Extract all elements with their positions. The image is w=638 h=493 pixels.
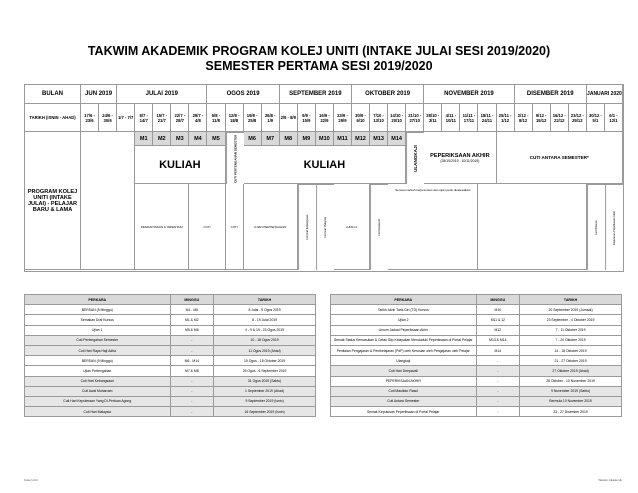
table-cell: 14 - 18 Oktober 2019 bbox=[520, 345, 622, 355]
week-date: 16/9 - 22/9 bbox=[316, 104, 334, 132]
cuti-antara-block: CUTI ANTARA SEMESTER* bbox=[497, 132, 623, 184]
note-pendaftaran: PENDAFTARAN & ORIENTASI bbox=[135, 184, 189, 270]
table-cell: 4 - 9 & 19 - 23 Ogos 2019 bbox=[214, 325, 316, 335]
month-header: JUN 2019 bbox=[81, 85, 117, 104]
table-row bbox=[25, 386, 316, 396]
table-cell: - bbox=[170, 396, 214, 406]
table-cell: M12 bbox=[476, 325, 520, 335]
table-row bbox=[331, 407, 622, 417]
table-row bbox=[331, 356, 622, 366]
table-row bbox=[331, 396, 622, 406]
table-header: PERKARA bbox=[331, 295, 477, 305]
month-header: SEPTEMBER 2019 bbox=[280, 85, 352, 104]
week-date: 18/11 - 24/11 bbox=[478, 104, 496, 132]
table-cell: 8 - 19 Julai 2019 bbox=[214, 315, 316, 325]
note-markah: Semua markah kerja kursus dan ujian perlu diselesaikan bbox=[388, 184, 478, 270]
week-marker: M10 bbox=[316, 132, 334, 146]
week-date: 2/12 - 8/12 bbox=[515, 104, 533, 132]
table-cell: Cuti Awal Muharram bbox=[25, 386, 171, 396]
table-cell: 9 September 2019 (Isnin) bbox=[214, 396, 316, 406]
table-cell: - bbox=[170, 386, 214, 396]
week-date: 9/9 - 15/9 bbox=[298, 104, 316, 132]
week-date: 4/11 - 10/11 bbox=[442, 104, 460, 132]
table-cell: 19 Ogos - 18 Oktober 2019 bbox=[214, 356, 316, 366]
table-row bbox=[25, 376, 316, 386]
month-header: OKTOBER 2019 bbox=[352, 85, 424, 104]
week-date: 21/10 - 27/10 bbox=[406, 104, 424, 132]
table-cell: - bbox=[170, 407, 214, 417]
left-events-table bbox=[24, 294, 316, 417]
week-date: 25/11 - 1/12 bbox=[497, 104, 515, 132]
kuliah-block: KULIAH bbox=[135, 146, 225, 184]
table-cell: 23 - 27 Disember 2019 bbox=[520, 407, 622, 417]
table-cell: 8 Julai - 9 Ogos 2019 bbox=[214, 305, 316, 315]
week-date: 30/12 - 5/1 bbox=[587, 104, 605, 132]
cuti-pertengahan-band: CUTI PERTENGAHAN SEMESTER bbox=[226, 132, 244, 184]
week-date: 5/8 - 11/8 bbox=[207, 104, 225, 132]
page-subtitle: SEMESTER PERTAMA SESI 2019/2020 bbox=[205, 59, 433, 73]
program-label: PROGRAM KOLEJ UNITI (INTAKE JULAI) - PELAJAR BARU & LAMA bbox=[25, 132, 81, 270]
week-date: 15/7 - 21/7 bbox=[153, 104, 171, 132]
week-marker: M8 bbox=[280, 132, 298, 146]
table-cell: 21 - 27 Oktober 2019 bbox=[520, 356, 622, 366]
week-date: 30/9 - 6/10 bbox=[352, 104, 370, 132]
month-header: JANUARI 2020 bbox=[587, 85, 623, 104]
tarikh-label: TARIKH (ISNIN - AHAD) bbox=[25, 104, 81, 132]
peperiksaan-label: PEPERIKSAAN AKHIR bbox=[430, 152, 490, 159]
table-row bbox=[25, 407, 316, 417]
table-cell: Ujian 1 bbox=[25, 325, 171, 335]
week-date: 26/8 - 1/9 bbox=[262, 104, 280, 132]
table-cell: Semak Keputusan Peperiksaan di Portal Pelajar bbox=[331, 407, 477, 417]
month-header: NOVEMBER 2019 bbox=[424, 85, 514, 104]
week-date: 17/6 - 23/6 bbox=[81, 104, 99, 132]
week-marker: M5 bbox=[207, 132, 225, 146]
table-cell: - bbox=[170, 335, 214, 345]
note-cuti: CUTI bbox=[226, 184, 244, 270]
table-cell: 23 September - 4 Oktober 2019 bbox=[520, 315, 622, 325]
table-cell: Tarikh Akhir Tarik Diri (TD) Kursus bbox=[331, 305, 477, 315]
table-cell: 11 Ogos 2019 (Ahad) bbox=[214, 345, 316, 355]
week-date: 23/12 - 29/12 bbox=[569, 104, 587, 132]
bulan-label: BULAN bbox=[25, 85, 81, 104]
table-cell: Cuti Hari Deepavali bbox=[331, 366, 477, 376]
table-header: TARIKH bbox=[520, 295, 622, 305]
table-cell: - bbox=[476, 366, 520, 376]
note-keputusan: Keputusan Peperiksaan Akhir bbox=[605, 184, 623, 270]
week-date: 29/7 - 4/8 bbox=[189, 104, 207, 132]
kuliah-block: KULIAH bbox=[244, 146, 407, 184]
table-cell: - bbox=[170, 345, 214, 355]
table-cell: Cuti Maulidur Rasul bbox=[331, 386, 477, 396]
table-cell: - bbox=[476, 356, 520, 366]
week-date: 1/7 - 7/7 bbox=[117, 104, 135, 132]
table-row bbox=[25, 396, 316, 406]
footer-left: Kolej Uniti bbox=[24, 478, 38, 482]
week-date: 6/1 - 12/1 bbox=[605, 104, 623, 132]
week-marker: M6 bbox=[244, 132, 262, 146]
table-cell: Cuti Hari Malaysia bbox=[25, 407, 171, 417]
table-cell: Ulangkaji bbox=[331, 356, 477, 366]
week-date: 9/12 - 15/12 bbox=[533, 104, 551, 132]
table-cell: 28 Oktober - 10 November 2019 bbox=[520, 376, 622, 386]
calendar-grid bbox=[24, 84, 624, 272]
note-vertical: Cuti Hari Malaysia bbox=[316, 184, 334, 270]
table-cell: M5 & M6 bbox=[170, 325, 214, 335]
week-date: 23/9 - 29/9 bbox=[334, 104, 352, 132]
week-marker: M12 bbox=[352, 132, 370, 146]
table-cell: Semakan Draf Kursus bbox=[25, 315, 171, 325]
note-ujian-2: UJIAN 2 bbox=[334, 184, 370, 270]
table-row bbox=[331, 366, 622, 376]
table-cell: 31 Ogos 2019 (Sabtu) bbox=[214, 376, 316, 386]
week-marker: M1 bbox=[135, 132, 153, 146]
ulangkaji-band: ULANGKAJI bbox=[406, 132, 424, 184]
table-row bbox=[331, 325, 622, 335]
table-row bbox=[25, 315, 316, 325]
table-cell: Cuti Antara Semester bbox=[331, 396, 477, 406]
week-date: 2/9 - 8/9 bbox=[280, 104, 298, 132]
table-cell: Ujian Pertengahan bbox=[25, 366, 171, 376]
table-row bbox=[25, 325, 316, 335]
note-vertical: Cuti Hari Kebangsaan bbox=[298, 184, 316, 270]
table-cell: 27 Oktober 2019 (Ahad) bbox=[520, 366, 622, 376]
table-cell: Cuti Hari Keputeraan Yang Di-Pertuan Agong bbox=[25, 396, 171, 406]
table-row bbox=[25, 305, 316, 315]
table-cell: M7 & M8 bbox=[170, 366, 214, 376]
week-marker: M3 bbox=[171, 132, 189, 146]
table-cell: 9 November 2019 (Sabtu) bbox=[520, 386, 622, 396]
table-cell: BERSAN (5 Minggu) bbox=[25, 305, 171, 315]
table-cell: Umum Jadual Peperiksaan Akhir bbox=[331, 325, 477, 335]
table-row bbox=[331, 386, 622, 396]
note-vertical: Cuti Deepavali bbox=[370, 184, 388, 270]
week-date: 22/7 - 28/7 bbox=[171, 104, 189, 132]
table-cell: M11 & 12 bbox=[476, 315, 520, 325]
table-cell: - bbox=[476, 407, 520, 417]
table-cell: 20 September 2019 (Jumaat) bbox=[520, 305, 622, 315]
week-marker: M13 bbox=[370, 132, 388, 146]
week-marker: M14 bbox=[388, 132, 406, 146]
week-date: 19/8 - 25/8 bbox=[244, 104, 262, 132]
week-date: 7/10 - 13/10 bbox=[370, 104, 388, 132]
month-header: OGOS 2019 bbox=[207, 85, 279, 104]
table-header: PERKARA bbox=[25, 295, 171, 305]
table-row bbox=[331, 315, 622, 325]
table-row bbox=[25, 366, 316, 376]
table-row bbox=[25, 345, 316, 355]
table-cell: 7 - 11 Oktober 2019 bbox=[520, 325, 622, 335]
table-cell: Cuti Hari Raya Haji Adha bbox=[25, 345, 171, 355]
note-vertical: Cuti Krismas bbox=[587, 184, 605, 270]
week-date: 24/6 - 30/6 bbox=[99, 104, 117, 132]
table-cell: Bermula 10 November 2019 bbox=[520, 396, 622, 406]
table-cell: M10 bbox=[476, 305, 520, 315]
week-date: 11/11 - 17/11 bbox=[460, 104, 478, 132]
table-cell: M13 & M14 bbox=[476, 335, 520, 345]
table-row bbox=[25, 356, 316, 366]
table-cell: Cuti Hari Kebangsaan bbox=[25, 376, 171, 386]
table-cell: Cuti Pertengahan Semester bbox=[25, 335, 171, 345]
table-cell: - bbox=[476, 396, 520, 406]
table-cell: Ujian 2 bbox=[331, 315, 477, 325]
table-cell: 16 September 2019 (Isnin) bbox=[214, 407, 316, 417]
table-header: MINGGU bbox=[170, 295, 214, 305]
table-cell: M1 - M5 bbox=[170, 305, 214, 315]
week-date: 28/10 - 3/11 bbox=[424, 104, 442, 132]
table-cell: 10 - 18 Ogos 2019 bbox=[214, 335, 316, 345]
table-row bbox=[331, 335, 622, 345]
table-cell: M14 bbox=[476, 345, 520, 355]
table-cell: M1 & M2 bbox=[170, 315, 214, 325]
week-marker: M4 bbox=[189, 132, 207, 146]
peperiksaan-date: (28/10/2019 - 10/11/2019) bbox=[440, 158, 480, 163]
table-cell: - bbox=[476, 386, 520, 396]
page-title: TAKWIM AKADEMIK PROGRAM KOLEJ UNITI (INTAKE JULAI SESI 2019/2020) bbox=[87, 44, 551, 58]
table-row bbox=[331, 305, 622, 315]
note-empty bbox=[478, 184, 586, 270]
week-date: 14/10 - 20/10 bbox=[388, 104, 406, 132]
table-cell: 1 September 2019 (Ahad) bbox=[214, 386, 316, 396]
empty-block bbox=[81, 132, 135, 270]
table-cell: Penilaian Pengajaran & Pembelajaran (PdP) oleh Kerusian oleh Pengajaran oleh Pelajar bbox=[331, 345, 477, 355]
table-cell: Semak Status Kemasukan & Cetak Slip Kelayakan Menduduki Peperiksaan di Portal Pelajar bbox=[331, 335, 477, 345]
footer-right: Takwim Akademik bbox=[598, 478, 622, 482]
table-cell: BERSAN (9 Minggu) bbox=[25, 356, 171, 366]
table-cell: M6 - M14 bbox=[170, 356, 214, 366]
peperiksaan-block bbox=[424, 132, 496, 184]
table-cell: 26 Ogos - 6 September 2019 bbox=[214, 366, 316, 376]
week-marker: M11 bbox=[334, 132, 352, 146]
month-header: JULAI 2019 bbox=[117, 85, 207, 104]
table-cell: - bbox=[170, 376, 214, 386]
right-events-table bbox=[330, 294, 622, 417]
table-row bbox=[331, 376, 622, 386]
table-row bbox=[331, 345, 622, 355]
note-ujian-pertengahan: UJIAN PERTENGAHAN bbox=[244, 184, 298, 270]
week-date: 12/8 - 18/8 bbox=[226, 104, 244, 132]
week-date: 8/7 - 14/7 bbox=[135, 104, 153, 132]
table-cell: - bbox=[476, 376, 520, 386]
table-cell: PEPERIKSAAN AKHIR bbox=[331, 376, 477, 386]
week-marker: M9 bbox=[298, 132, 316, 146]
week-marker: M2 bbox=[153, 132, 171, 146]
table-header: MINGGU bbox=[476, 295, 520, 305]
note-cuti: CUTI bbox=[189, 184, 225, 270]
week-date: 16/12 - 22/12 bbox=[551, 104, 569, 132]
month-header: DISEMBER 2019 bbox=[515, 85, 587, 104]
table-cell: 7 - 20 Oktober 2019 bbox=[520, 335, 622, 345]
table-row bbox=[25, 335, 316, 345]
table-header: TARIKH bbox=[214, 295, 316, 305]
week-marker: M7 bbox=[262, 132, 280, 146]
